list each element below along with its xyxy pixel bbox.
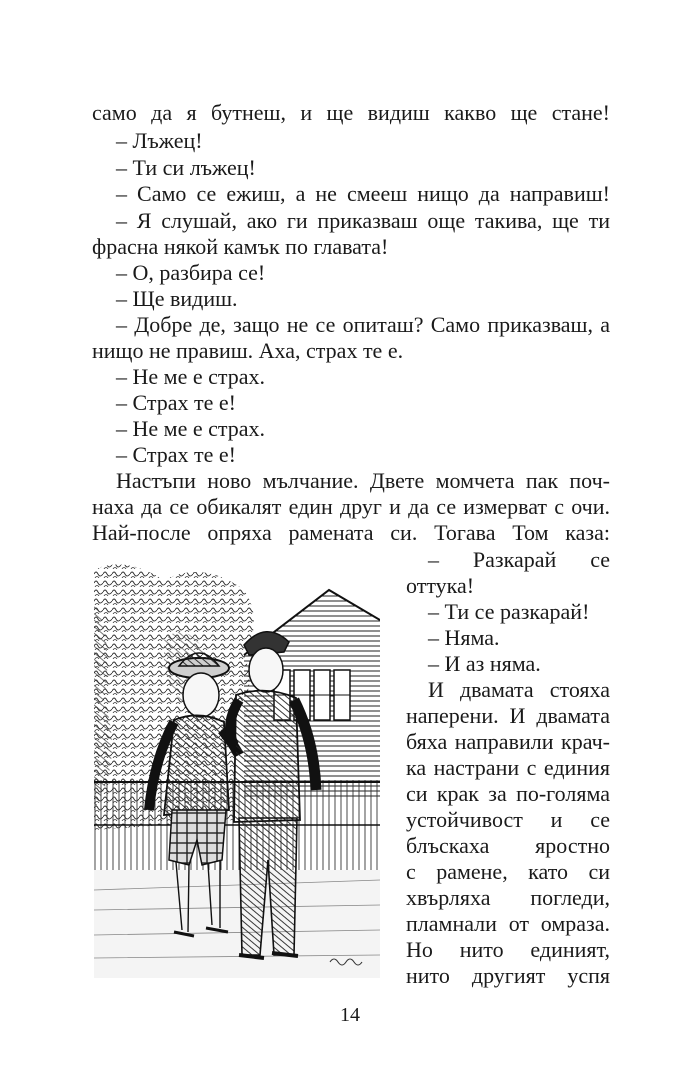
side-text-line: ка настрани с единия	[406, 755, 610, 780]
text-line: фрасна някой камък по главата!	[92, 234, 389, 259]
text-line: нищо не правиш. Аха, страх те е.	[92, 338, 404, 363]
side-text-line: пламнали от омраза.	[406, 911, 610, 936]
side-text-line: наперени. И двамата	[406, 703, 610, 728]
text-line: – Ще видиш.	[116, 286, 238, 311]
side-text-line: Но нито единият,	[406, 937, 610, 962]
text-line: – Добре де, защо не се опиташ? Само приказваш, а	[116, 312, 610, 337]
side-text-line: нито другият успя	[406, 963, 610, 988]
text-line: Най-после опряха рамената си. Тогава Том каза:	[92, 520, 610, 545]
text-line: само да я бутнеш, и ще видиш какво ще стане!	[92, 100, 610, 125]
text-line: – О, разбира се!	[116, 260, 266, 285]
side-text-line: – Разкарай се	[428, 547, 610, 572]
text-line: Настъпи ново мълчание. Двете момчета пак поч-	[116, 468, 610, 493]
text-line: – Не ме е страх.	[116, 364, 266, 389]
side-text-line: – Няма.	[428, 625, 500, 650]
text-line: – Страх те е!	[116, 442, 237, 467]
text-line: – Само се ежиш, а не смееш нищо да направиш!	[116, 181, 610, 206]
page-number: 14	[340, 1004, 360, 1026]
text-line: – Лъжец!	[116, 128, 203, 153]
text-line: – Я слушай, ако ги приказваш още такива, ще ти	[116, 208, 610, 233]
text-line: – Страх те е!	[116, 390, 237, 415]
text-line: – Ти си лъжец!	[116, 155, 256, 180]
ground	[94, 870, 380, 978]
side-text-line: оттука!	[406, 573, 475, 598]
text-line: наха да се обикалят един друг и да се измерват с очи.	[92, 494, 610, 519]
side-text-line: блъскаха яростно	[406, 833, 610, 858]
side-text-line: – Ти се разкарай!	[428, 599, 590, 624]
engraving-illustration	[94, 560, 380, 978]
side-text-line: бяха направили крач-	[406, 729, 610, 754]
side-text-line: – И аз няма.	[428, 651, 541, 676]
side-text-line: си крак за по-голяма	[406, 781, 610, 806]
side-text-line: хвърляха погледи,	[406, 885, 610, 910]
side-text-line: с рамене, като си	[406, 859, 610, 884]
side-text-line: устойчивост и се	[406, 807, 610, 832]
side-text-line: И двамата стояха	[428, 677, 610, 702]
text-line: – Не ме е страх.	[116, 416, 266, 441]
